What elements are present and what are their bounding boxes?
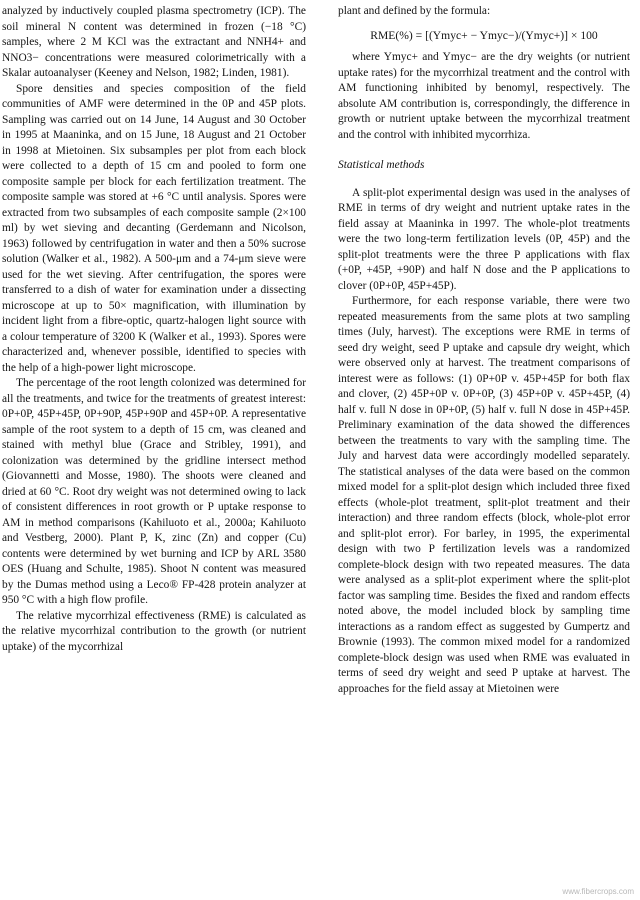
right-column — [338, 4, 630, 697]
paragraph-split-plot-design: A split-plot experimental design was used in the analyses of RME in terms of dry weight and nutrient uptake rates in the field assay at Maaninka in 1997. The whole-plot treatments were the two long-term fertilization levels (0P, 45P) and the split-plot treatments were the three P applications with flax (+0P, +45P, +90P) and half N dose and the P applications to clover (0P+0P, 45P+45P). — [338, 186, 630, 292]
rme-formula: RME(%) = [(Ymyc+ − Ymyc−)/(Ymyc+)] × 100 — [370, 28, 598, 42]
paragraph-rme-definition: The relative mycorrhizal effectiveness (RME) is calculated as the relative mycorrhizal contribution to the growth (or nutrient uptake) of the mycorrhizal — [2, 609, 306, 653]
paragraph-repeated-measurements: Furthermore, for each response variable, there were two repeated measurements from the same plots at two sampling times (July, harvest). The exceptions were RME in terms of seed dry weight, seed P uptake and capsule dry weight, which were observed only at harvest. The treatment comparisons of interest were as follows: (1) 0P+0P v. 45P+45P for both flax and clover, (2) 45P+0P v. 0P+0P, (3) 45P+0P v. 45P+45P, (4) half v. full N dose in 0P+0P, (5) half v. full N dose in 45P+45P. Preliminary examination of the data showed the differences between the treatments to vary with the sampling time. The July and harvest data were accordingly modelled separately. The statistical analyses of the data were based on the common mixed model for a split-plot design which included three fixed effects (whole-plot treatment, split-plot treatment and their interaction) and three random effects (block, whole-plot error and split-plot error). For barley, in 1995, the experimental design with two P fertilization levels was a randomized complete-block design with two repeated measures. The data were analysed as a split-plot experiment where the split-plot factor was sampling time. Besides the fixed and random effects noted above, the model included block by sampling time interactions as a random effect as suggested by Gumpertz and Brownie (1993). The common mixed model for a randomized complete-block design was used when RME was evaluated in terms of seed dry weight and seed P uptake at harvest. The approaches for the field assay at Mietoinen were — [338, 295, 630, 695]
watermark: www.fibercrops.com — [562, 887, 634, 896]
paragraph-root-colonization: The percentage of the root length colonized was determined for all the treatments, and twice for the treatments of greatest interest: 0P+0P, 45P+45P, 0P+90P, 45P+90P and 45P+0P. A representative sample of the root system to a depth of 15 cm, was cleaned and stained with methyl blue (Grace and Stribley, 1991), and colonization was determined by the gridline intersect method (Giovannetti and Mosse, 1980). The shoots were cleaned and dried at 60 °C. Root dry weight was not determined owing to lack of consistent differences in root growth or P uptake response to AM in method comparisons (Kahiluoto et al., 2000a; Kahiluoto and Vestberg, 2000). Plant P, K, zinc (Zn) and copper (Cu) contents were determined by wet burning and ICP by ARL 3580 OES (Huang and Schulte, 1985). Shoot N content was measured by the Dumas method using a Leco® FP-428 protein analyzer at 950 °C with a high flow profile. — [2, 377, 306, 606]
formula-intro: plant and defined by the formula: — [338, 5, 491, 17]
formula-explanation: where Ymyc+ and Ymyc− are the dry weights (or nutrient uptake rates) for the mycorrhizal treatment and the control with AM functioning inhibited by benomyl, respectively. The absolute AM contribution is, correspondingly, the difference in growth or nutrient uptake between the mycorrhizal treatment and the control with inhibited mycorrhiza. — [338, 51, 630, 141]
paragraph-spore-densities: Spore densities and species composition of the field communities of AMF were determined in the 0P and 45P plots. Sampling was carried out on 14 June, 14 August and 30 October in 1995 at Maaninka, and on 15 June, 18 August and 21 October in 1998 at Mietoinen. Six subsamples per plot from each block were collected to a depth of 15 cm and pooled to form one composite sample per block for each fertilization treatment. The composite sample was stored at +6 °C until analysis. Spores were extracted from two subsamples of each composite sample (2×100 ml) by wet sieving and decanting (Gerdemann and Nicolson, 1963) followed by centrifugation in water and then a 50% sucrose solution (Walker et al., 1982). A 500-μm and a 74-μm sieve were used for the wet sieving. After centrifugation, the spores were transferred to a dish of water for examination under a dissecting microscope at up to 50× magnification, with illumination by incident light from a fibre-optic, quartz-halogen light source with a colour temperature of 3200 K (Walker et al., 1993). Spores were characterized and, whenever possible, identified to species with the help of a high-power light microscope. — [2, 82, 306, 374]
section-heading-statistical-methods: Statistical methods — [338, 159, 425, 171]
left-column — [2, 4, 306, 655]
paragraph-soil-analysis: analyzed by inductively coupled plasma spectrometry (ICP). The soil mineral N content was determined in frozen (−18 °C) samples, where 2 M KCl was the extractant and NNH4+ and NNO3− concentrations were measured colorimetrically with a Skalar autoanalyser (Keeney and Nelson, 1982; Linden, 1981). — [2, 5, 306, 79]
